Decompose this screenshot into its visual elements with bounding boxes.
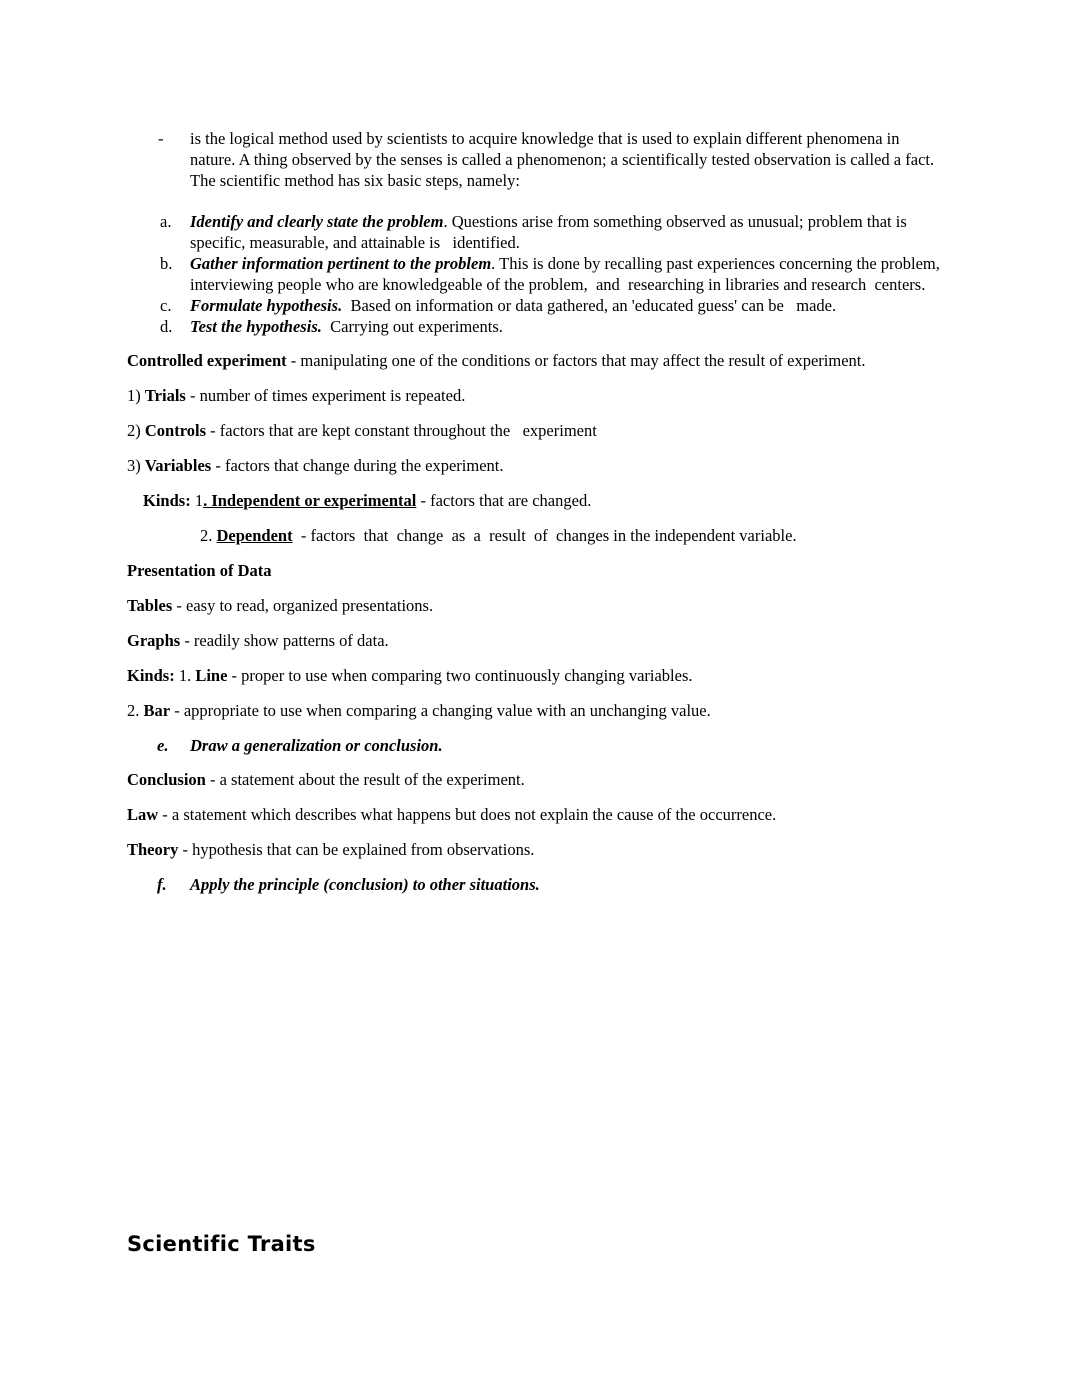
text-run: - a statement which describes what happens but does not explain the cause of the occurrence. <box>158 805 777 824</box>
text-run: Identify and clearly state the problem <box>190 212 444 231</box>
text-run: - a statement about the result of the experiment. <box>205 770 525 789</box>
text-run: specific, measurable, and attainable is identified. <box>190 233 520 252</box>
text-run: 3) <box>127 456 145 475</box>
content <box>127 128 1032 1258</box>
text-line <box>200 525 1032 546</box>
text-run: . Independent or experimental <box>203 491 417 510</box>
text-line <box>127 630 1032 651</box>
text-run: 2. <box>200 526 217 545</box>
text-run: - factors that change during the experiment. <box>211 456 504 475</box>
list-item-text <box>190 253 940 295</box>
text-line <box>190 295 836 316</box>
text-line <box>127 804 1032 825</box>
text-line <box>127 385 1032 406</box>
step-e <box>157 735 1032 756</box>
text-run: - factors that are kept constant throughout the experiment <box>206 421 597 440</box>
text-line <box>127 665 1032 686</box>
list-marker: a. <box>160 212 172 231</box>
text-run: Line <box>195 666 228 685</box>
conclusion <box>127 769 1032 790</box>
list-item-text <box>190 874 540 895</box>
kinds-of-variables <box>143 490 1032 511</box>
text-run: 1 <box>190 491 204 510</box>
text-run: Based on information or data gathered, an 'educated guess' can be made. <box>342 296 837 315</box>
graphs <box>127 630 1032 651</box>
text-run: Presentation of Data <box>127 561 272 580</box>
text-line <box>127 350 1032 371</box>
text-run: nature. A thing observed by the senses is called a phenomenon; a scientifically tested observation is called a fact. <box>190 150 935 169</box>
bar-graph <box>127 700 1032 721</box>
text-line <box>190 316 503 337</box>
text-line <box>190 232 907 253</box>
list-item-text <box>190 211 907 253</box>
tables <box>127 595 1032 616</box>
text-run: Theory <box>127 840 179 859</box>
list-marker: - <box>158 129 164 148</box>
text-run: - readily show patterns of data. <box>180 631 389 650</box>
list-marker: f. <box>157 875 167 894</box>
step-a <box>160 211 1032 253</box>
text-run: The scientific method has six basic steps, namely: <box>190 171 520 190</box>
text-run: Conclusion <box>127 770 206 789</box>
text-line <box>127 839 1032 860</box>
text-line <box>190 253 940 274</box>
dependent-variable <box>200 525 1032 546</box>
law <box>127 804 1032 825</box>
step-d <box>160 316 1032 337</box>
step-c <box>160 295 1032 316</box>
text-run: Test the hypothesis. <box>190 317 322 336</box>
text-run: 1) <box>127 386 145 405</box>
text-run: Variables <box>144 456 212 475</box>
controls <box>127 420 1032 441</box>
text-run: Graphs <box>127 631 181 650</box>
text-run: 2. <box>127 701 144 720</box>
theory <box>127 839 1032 860</box>
text-line <box>127 700 1032 721</box>
text-run: Formulate hypothesis. <box>190 296 343 315</box>
text-run: 2) <box>127 421 145 440</box>
text-run: Law <box>127 805 159 824</box>
text-run: - factors that are changed. <box>416 491 592 510</box>
list-marker: e. <box>157 736 169 755</box>
text-run: . This is done by recalling past experiences concerning the problem, <box>491 254 940 273</box>
step-f <box>157 874 1032 895</box>
text-line <box>127 560 1032 581</box>
list-item-text <box>190 128 934 191</box>
text-run: - number of times experiment is repeated. <box>185 386 466 405</box>
list-item-text <box>190 735 443 756</box>
kinds-of-graphs <box>127 665 1032 686</box>
step-b <box>160 253 1032 295</box>
text-run: Kinds: <box>143 491 191 510</box>
text-run: . Questions arise from something observed as unusual; problem that is <box>443 212 907 231</box>
text-run: Kinds: <box>127 666 175 685</box>
text-run: - manipulating one of the conditions or factors that may affect the result of experiment. <box>286 351 866 370</box>
text-run: Carrying out experiments. <box>321 317 503 336</box>
text-run: Tables <box>127 596 173 615</box>
text-run: is the logical method used by scientists to acquire knowledge that is used to explain different phenomena in <box>190 129 900 148</box>
section-heading: Scientific Traits <box>127 1232 316 1256</box>
text-run: Gather information pertinent to the problem <box>190 254 492 273</box>
text-run: - hypothesis that can be explained from observations. <box>178 840 535 859</box>
text-line <box>127 455 1032 476</box>
text-line <box>127 595 1032 616</box>
text-run: - factors that change as a result of changes in the independent variable. <box>292 526 797 545</box>
text-run: - easy to read, organized presentations. <box>172 596 434 615</box>
list-marker: d. <box>160 317 173 336</box>
trials <box>127 385 1032 406</box>
variables <box>127 455 1032 476</box>
text-line <box>190 735 443 756</box>
text-run: Controls <box>144 421 206 440</box>
text-line <box>190 211 907 232</box>
text-run: - appropriate to use when comparing a changing value with an unchanging value. <box>170 701 711 720</box>
text-line <box>127 769 1032 790</box>
list-marker: c. <box>160 296 172 315</box>
list-item-text <box>190 316 503 337</box>
text-run: 1. <box>174 666 196 685</box>
text-run: interviewing people who are knowledgeable of the problem, and researching in libraries and research centers. <box>190 275 926 294</box>
text-run: Draw a generalization or conclusion. <box>190 736 443 755</box>
presentation-of-data <box>127 560 1032 581</box>
list-item-text <box>190 295 836 316</box>
text-line <box>190 128 934 149</box>
text-line <box>190 274 940 295</box>
intro-bullet <box>158 128 1032 191</box>
controlled-experiment <box>127 350 1032 371</box>
text-run: - proper to use when comparing two continuously changing variables. <box>227 666 693 685</box>
text-run: Trials <box>144 386 186 405</box>
text-run: Apply the principle (conclusion) to other situations. <box>190 875 540 894</box>
text-run: Bar <box>143 701 171 720</box>
text-line <box>143 490 1032 511</box>
text-line <box>127 420 1032 441</box>
text-run: Dependent <box>216 526 293 545</box>
text-run: Controlled experiment <box>127 351 287 370</box>
list-marker: b. <box>160 254 173 273</box>
text-line <box>190 874 540 895</box>
text-line <box>190 149 934 170</box>
text-line <box>190 170 934 191</box>
